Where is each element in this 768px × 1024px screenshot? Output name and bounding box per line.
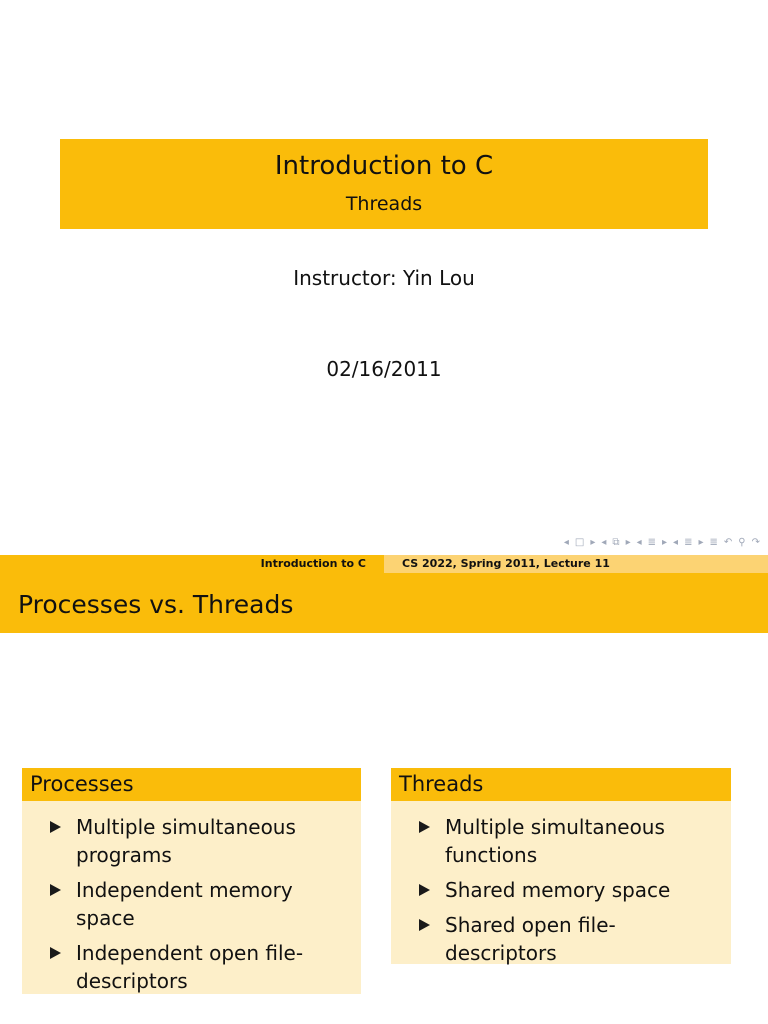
frame-title-bar	[0, 573, 768, 633]
nav-search-icon[interactable]: ⚲	[738, 537, 746, 548]
triangle-bullet-icon	[419, 821, 430, 833]
nav-next-slide-icon[interactable]: ▸	[698, 537, 704, 548]
nav-next-frame-icon[interactable]: ▸	[590, 537, 596, 548]
nav-forward-icon[interactable]: ↷	[751, 537, 760, 548]
beamer-navigation-bar	[564, 535, 760, 551]
slide-title: Introduction to C	[274, 151, 494, 181]
threads-block	[391, 768, 731, 964]
triangle-bullet-icon	[419, 884, 430, 896]
footer-course: CS 2022, Spring 2011, Lecture 11	[402, 557, 610, 570]
nav-prev-subsection-icon[interactable]: ◂	[601, 537, 607, 548]
list-item	[50, 813, 351, 869]
nav-prev-slide-icon[interactable]: ◂	[673, 537, 679, 548]
block-body	[22, 801, 361, 994]
triangle-bullet-icon	[419, 919, 430, 931]
list-item	[419, 813, 721, 869]
footer-title: Introduction to C	[260, 557, 366, 570]
nav-next-subsection-icon[interactable]: ▸	[625, 537, 631, 548]
list-item	[50, 876, 351, 932]
processes-block	[22, 768, 361, 994]
nav-back-icon[interactable]: ↶	[723, 537, 733, 548]
bullet-list	[419, 813, 721, 967]
triangle-bullet-icon	[50, 884, 61, 896]
block-title: Threads	[391, 768, 731, 801]
list-item-text: Multiple simultaneous functions	[445, 815, 665, 867]
nav-outline-icon[interactable]: ≣	[709, 537, 718, 548]
footer-left	[0, 555, 384, 573]
nav-section-icon[interactable]: ≣	[647, 537, 657, 548]
list-item-text: Independent open file-descriptors	[76, 941, 304, 993]
title-box	[60, 139, 708, 229]
triangle-bullet-icon	[50, 947, 61, 959]
list-item-text: Shared open file-descriptors	[445, 913, 616, 965]
nav-slide-icon[interactable]: ≣	[684, 537, 693, 548]
footer-right	[384, 555, 768, 573]
nav-frame-icon[interactable]: □	[574, 537, 585, 548]
bullet-list	[50, 813, 351, 995]
block-body	[391, 801, 731, 964]
nav-prev-section-icon[interactable]: ◂	[636, 537, 642, 548]
list-item-text: Independent memory space	[76, 878, 293, 930]
slide-subtitle: Threads	[345, 193, 423, 215]
list-item	[50, 939, 351, 995]
frame-title: Processes vs. Threads	[18, 590, 294, 619]
list-item-text: Multiple simultaneous programs	[76, 815, 296, 867]
nav-next-section-icon[interactable]: ▸	[662, 537, 668, 548]
list-item	[419, 911, 721, 967]
date-text: 02/16/2011	[326, 357, 442, 381]
instructor-text: Instructor: Yin Lou	[293, 266, 475, 290]
list-item	[419, 876, 721, 904]
nav-prev-frame-icon[interactable]: ◂	[563, 537, 569, 548]
nav-subsection-icon[interactable]: ⧉	[612, 537, 620, 548]
triangle-bullet-icon	[50, 821, 61, 833]
list-item-text: Shared memory space	[445, 878, 671, 902]
block-title: Processes	[22, 768, 361, 801]
